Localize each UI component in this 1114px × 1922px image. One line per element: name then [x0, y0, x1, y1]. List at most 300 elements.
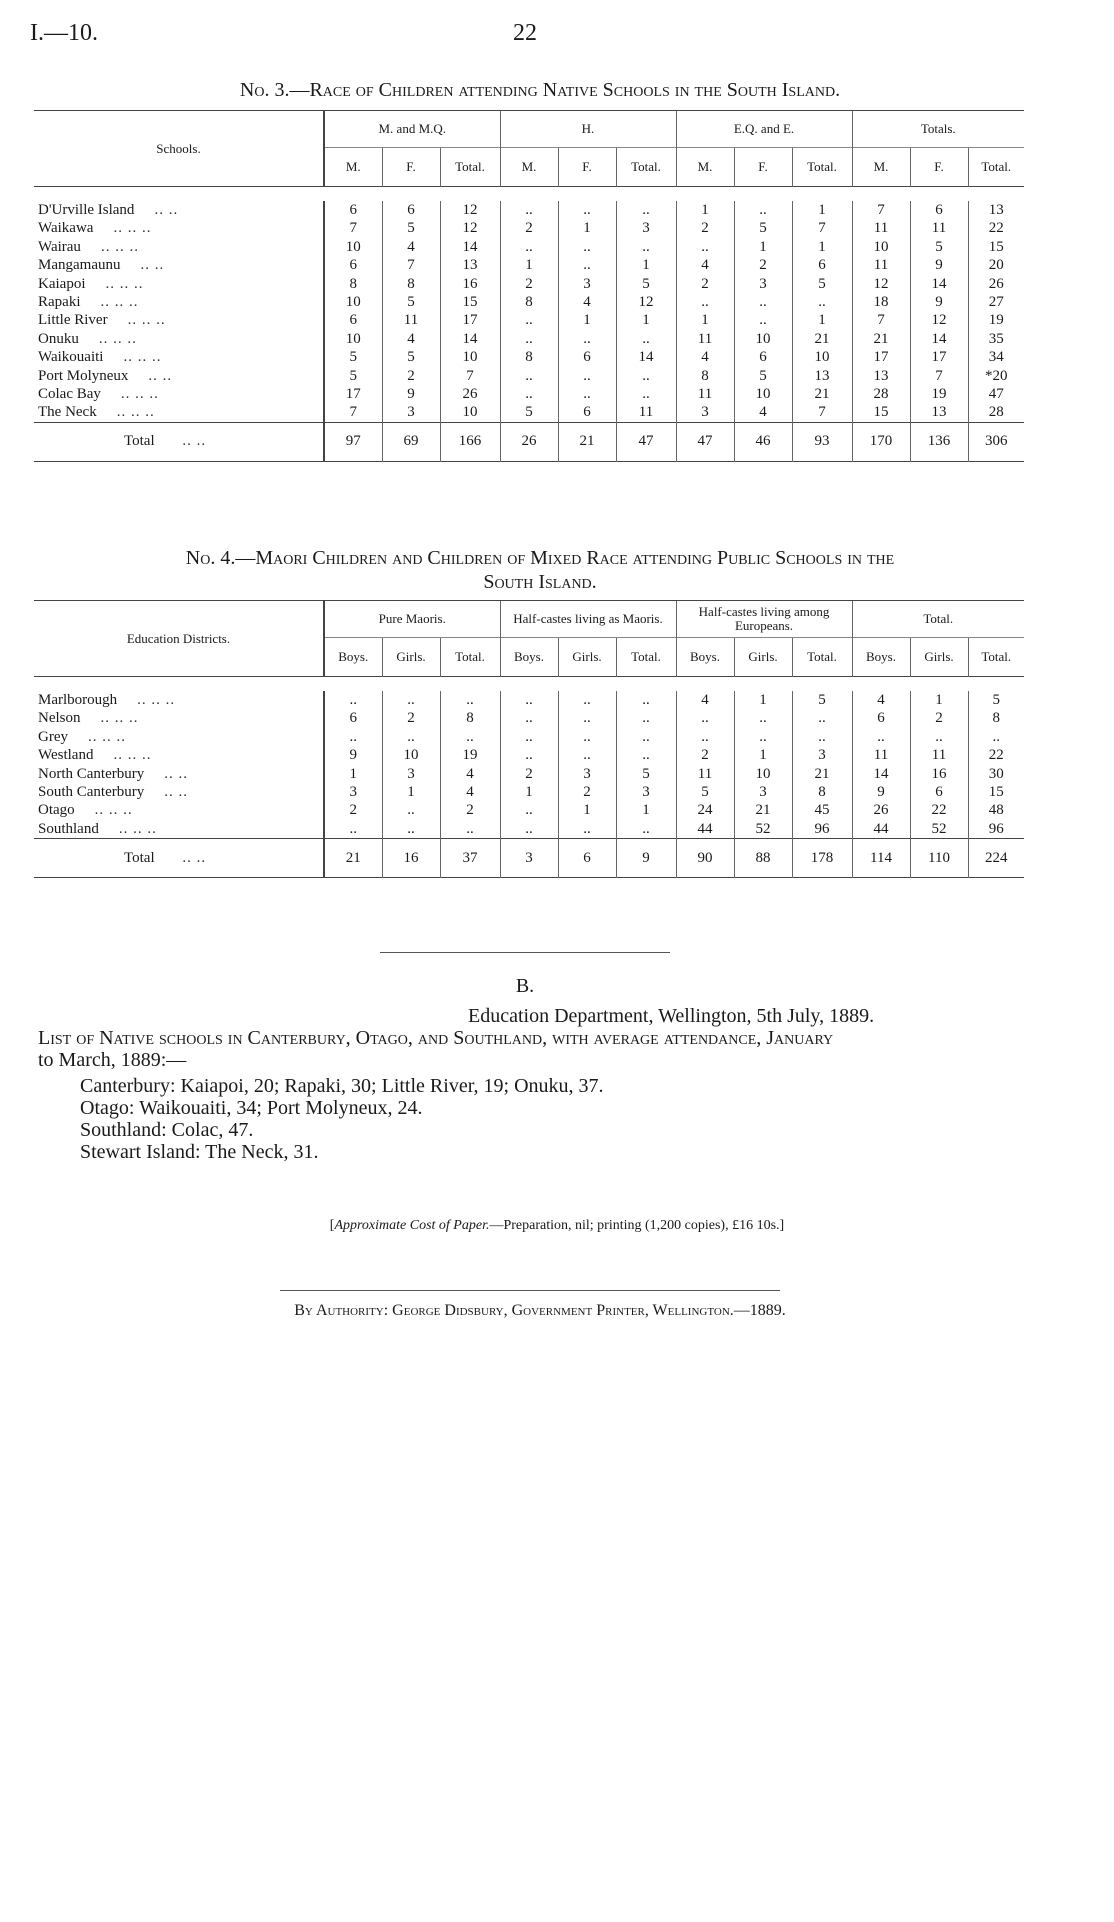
- table3-cell: 14: [440, 238, 500, 256]
- table4-total-cell: 6: [558, 839, 616, 878]
- table3-cell: 13: [968, 201, 1024, 219]
- table3-row: [34, 348, 1024, 366]
- table4-cell: ..: [440, 691, 500, 709]
- table3-cell: 5: [500, 403, 558, 422]
- table4-cell: ..: [852, 728, 910, 746]
- table3-cell: 17: [910, 348, 968, 366]
- table4-cell: ..: [676, 728, 734, 746]
- table3-row-label-cell: [34, 219, 324, 237]
- table4-subhead: Girls.: [382, 638, 440, 677]
- table4-cell: 3: [324, 783, 382, 801]
- table3-body: [34, 201, 1024, 422]
- table3-cell: 34: [968, 348, 1024, 366]
- table3-cell: 8: [500, 293, 558, 311]
- table4-row-label-cell: [34, 728, 324, 746]
- section-b-letter: B.: [515, 975, 535, 997]
- table4-row-name: South Canterbury: [38, 784, 145, 801]
- table4-cell: 44: [852, 820, 910, 839]
- table4-cell: ..: [558, 820, 616, 839]
- table4-cell: 5: [616, 765, 676, 783]
- table4-row: [34, 765, 1024, 783]
- table4-cell: 6: [910, 783, 968, 801]
- table4-subhead: Total.: [440, 638, 500, 677]
- table3-cell: 11: [910, 219, 968, 237]
- table3-cell: 8: [676, 367, 734, 385]
- table3-total-row: [34, 422, 1024, 461]
- table4-cell: 1: [500, 783, 558, 801]
- table4-cell: 52: [734, 820, 792, 839]
- table3-row-name: The Neck: [38, 404, 97, 421]
- table4-row: [34, 709, 1024, 727]
- table4-cell: 9: [324, 746, 382, 764]
- table4-subhead: Boys.: [500, 638, 558, 677]
- table4-title: [40, 546, 1040, 594]
- table3-cell: 8: [500, 348, 558, 366]
- table3-cell: ..: [558, 256, 616, 274]
- table4-cell: 22: [968, 746, 1024, 764]
- table3-cell: ..: [616, 367, 676, 385]
- table3-total-cell: 26: [500, 422, 558, 461]
- table4-subhead: Girls.: [734, 638, 792, 677]
- table4-cell: 21: [734, 801, 792, 819]
- table3-cell: 20: [968, 256, 1024, 274]
- table3-total-label-cell: [34, 422, 324, 461]
- table3-cell: 17: [324, 385, 382, 403]
- table3-cell: 1: [676, 201, 734, 219]
- table3-cell: 6: [910, 201, 968, 219]
- table3-row-name: Kaiapoi: [38, 275, 86, 292]
- table3-cell: ..: [500, 385, 558, 403]
- table4-cell: ..: [910, 728, 968, 746]
- table3-cell: 14: [440, 330, 500, 348]
- table4-total-label-cell: [34, 839, 324, 878]
- table3-total-cell: 69: [382, 422, 440, 461]
- table3-row-name: Mangamaunu: [38, 257, 121, 274]
- table4-cell: ..: [616, 820, 676, 839]
- table3-row-name: Waikawa: [38, 220, 94, 237]
- table3-cell: 4: [558, 293, 616, 311]
- table4-cell: ..: [558, 728, 616, 746]
- table4-cell: ..: [734, 728, 792, 746]
- table4-row-label-cell: [34, 746, 324, 764]
- leader-dots: .. .. ..: [113, 747, 152, 764]
- table3-row-label-cell: [34, 238, 324, 256]
- table4-cell: ..: [324, 820, 382, 839]
- table3-subhead: Total.: [616, 148, 676, 187]
- table3-cell: 1: [792, 311, 852, 329]
- table3-cell: 11: [676, 385, 734, 403]
- table4-row: [34, 746, 1024, 764]
- table3-cell: 7: [440, 367, 500, 385]
- table3-cell: 9: [910, 256, 968, 274]
- table4-row-label-cell: [34, 801, 324, 819]
- section-divider: [380, 952, 670, 953]
- page-number: 22: [513, 20, 537, 46]
- leader-dots: .. ..: [164, 765, 188, 782]
- table3-cell: 8: [324, 275, 382, 293]
- table3-row: [34, 403, 1024, 422]
- table3-cell: 22: [968, 219, 1024, 237]
- table3-cell: ..: [500, 238, 558, 256]
- table3-row-name: Waikouaiti: [38, 349, 104, 366]
- table3-title: [40, 78, 1040, 102]
- table4-subhead: Girls.: [910, 638, 968, 677]
- table4-cell: 26: [852, 801, 910, 819]
- table3-total-cell: 170: [852, 422, 910, 461]
- table4-total-row: [34, 839, 1024, 878]
- table3-cell: 10: [852, 238, 910, 256]
- table3-cell: ..: [676, 238, 734, 256]
- table4-cell: 96: [792, 820, 852, 839]
- table4-cell: 3: [792, 746, 852, 764]
- table3: [34, 110, 1024, 462]
- table4-cell: ..: [734, 709, 792, 727]
- table3-total-cell: 47: [616, 422, 676, 461]
- table4-cell: ..: [558, 709, 616, 727]
- table4-total-cell: 90: [676, 839, 734, 878]
- table4-row: [34, 783, 1024, 801]
- leader-dots: .. .. ..: [113, 220, 152, 237]
- leader-dots: .. .. ..: [127, 312, 166, 329]
- table4-cell: 3: [616, 783, 676, 801]
- table3-row: [34, 219, 1024, 237]
- table3-cell: 10: [440, 348, 500, 366]
- table3-cell: 7: [324, 403, 382, 422]
- table3-cell: ..: [558, 238, 616, 256]
- table3-row-name: D'Urville Island: [38, 202, 135, 218]
- table4-group-head: Pure Maoris.: [324, 601, 500, 638]
- table3-cell: 18: [852, 293, 910, 311]
- table3-total-cell: 47: [676, 422, 734, 461]
- table3-row-label-cell: [34, 330, 324, 348]
- table3-cell: 16: [440, 275, 500, 293]
- table3-cell: 1: [500, 256, 558, 274]
- table3-cell: 10: [324, 238, 382, 256]
- table3-cell: 4: [676, 256, 734, 274]
- table4-cell: 11: [852, 746, 910, 764]
- table3-cell: 15: [968, 238, 1024, 256]
- table4-cell: 21: [792, 765, 852, 783]
- table4-subhead: Boys.: [676, 638, 734, 677]
- table4-title-line2: South Island.: [483, 571, 597, 593]
- table4-cell: ..: [324, 728, 382, 746]
- table4-cell: 1: [734, 746, 792, 764]
- table3-row-header: Schools.: [156, 140, 201, 156]
- table3-cell: 5: [792, 275, 852, 293]
- table3-cell: ..: [558, 201, 616, 219]
- table3-total-label: Total: [124, 433, 155, 450]
- table3-cell: 5: [324, 348, 382, 366]
- table3-cell: 3: [558, 275, 616, 293]
- table3-row-label-cell: [34, 385, 324, 403]
- table4-total-cell: 114: [852, 839, 910, 878]
- table4-cell: ..: [792, 728, 852, 746]
- table4-subhead: Total.: [968, 638, 1024, 677]
- table3-cell: ..: [558, 385, 616, 403]
- table3-cell: 7: [324, 219, 382, 237]
- table4-cell: ..: [558, 691, 616, 709]
- table3-row-name: Port Molyneux: [38, 367, 129, 384]
- table4-cell: 1: [734, 691, 792, 709]
- table4-cell: 30: [968, 765, 1024, 783]
- table3-cell: 12: [852, 275, 910, 293]
- table3-total-cell: 46: [734, 422, 792, 461]
- section-b-dateline: Education Department, Wellington, 5th July, 1889.: [468, 1005, 875, 1027]
- leader-dots: .. .. ..: [88, 728, 126, 745]
- section-b-intro-line1: [38, 1027, 833, 1049]
- table3-subhead: F.: [734, 148, 792, 187]
- table3-cell: ..: [734, 311, 792, 329]
- table3-cell: 35: [968, 330, 1024, 348]
- table3-cell: 4: [382, 238, 440, 256]
- table3-cell: 12: [910, 311, 968, 329]
- table4-cell: ..: [500, 801, 558, 819]
- table3-cell: ..: [500, 201, 558, 219]
- table4-cell: ..: [500, 820, 558, 839]
- table4-group-head: Half-castes living as Maoris.: [500, 601, 676, 638]
- table3-cell: 28: [852, 385, 910, 403]
- table3-cell: 17: [852, 348, 910, 366]
- table3-cell: 1: [616, 256, 676, 274]
- table3-cell: 1: [558, 219, 616, 237]
- table4-row-name: North Canterbury: [38, 765, 145, 782]
- table3-group-head: Totals.: [852, 111, 1024, 148]
- table4-row: [34, 691, 1024, 709]
- cost-label: Approximate Cost of Paper.: [334, 1218, 490, 1233]
- table3-subhead: M.: [676, 148, 734, 187]
- table3-cell: 5: [382, 219, 440, 237]
- table3-cell: 11: [616, 403, 676, 422]
- table4-subhead: Girls.: [558, 638, 616, 677]
- table3-subhead: Total.: [440, 148, 500, 187]
- leader-dots: .. ..: [164, 784, 188, 801]
- leader-dots: .. .. ..: [120, 386, 159, 403]
- table4-cell: 1: [324, 765, 382, 783]
- table4-total-cell: 9: [616, 839, 676, 878]
- table4-cell: 6: [852, 709, 910, 727]
- table3-row: [34, 330, 1024, 348]
- table3-cell: 7: [792, 403, 852, 422]
- report-code: I.—10.: [30, 20, 98, 46]
- table3-cell: 2: [676, 219, 734, 237]
- table4-cell: 15: [968, 783, 1024, 801]
- table3-cell: 9: [910, 293, 968, 311]
- table4-cell: 45: [792, 801, 852, 819]
- table3-cell: 7: [852, 201, 910, 219]
- section-b-list-item: Stewart Island: The Neck, 31.: [80, 1141, 319, 1163]
- table3-row: [34, 311, 1024, 329]
- table3-cell: 14: [910, 275, 968, 293]
- table3-row-label-cell: [34, 311, 324, 329]
- table4-cell: 2: [324, 801, 382, 819]
- cost-of-paper: [0, 1218, 1114, 1234]
- table3-subhead: F.: [558, 148, 616, 187]
- table4-total-cell: 16: [382, 839, 440, 878]
- table3-cell: 10: [440, 403, 500, 422]
- table4: [34, 600, 1024, 878]
- table3-group-head: H.: [500, 111, 676, 148]
- table3-cell: 19: [968, 311, 1024, 329]
- table3-cell: 15: [440, 293, 500, 311]
- table3-cell: 7: [792, 219, 852, 237]
- table3-subhead: F.: [910, 148, 968, 187]
- table3-cell: 2: [676, 275, 734, 293]
- table3-cell: 6: [792, 256, 852, 274]
- table4-row-label-cell: [34, 765, 324, 783]
- table4-total-cell: 178: [792, 839, 852, 878]
- table4-cell: 4: [852, 691, 910, 709]
- table3-cell: 5: [324, 367, 382, 385]
- table3-cell: 12: [440, 201, 500, 219]
- table4-cell: 9: [852, 783, 910, 801]
- table4-row-name: Marlborough: [38, 692, 118, 708]
- table4-cell: 19: [440, 746, 500, 764]
- section-b-list-item: Otago: Waikouaiti, 34; Port Molyneux, 24.: [80, 1097, 423, 1119]
- table3-cell: 10: [324, 293, 382, 311]
- cost-close-bracket: ]: [779, 1218, 785, 1233]
- table3-total-cell: 93: [792, 422, 852, 461]
- table3-cell: ..: [734, 293, 792, 311]
- table3-cell: 19: [910, 385, 968, 403]
- table4-cell: 24: [676, 801, 734, 819]
- table3-cell: 1: [792, 238, 852, 256]
- table4-row-name: Southland: [38, 820, 99, 837]
- leader-dots: .. .. ..: [94, 802, 133, 819]
- table4-cell: 2: [558, 783, 616, 801]
- table3-cell: 5: [910, 238, 968, 256]
- leader-dots: .. .. ..: [100, 710, 139, 727]
- table3-row: [34, 256, 1024, 274]
- table3-cell: 3: [734, 275, 792, 293]
- section-b-list-item: Southland: Colac, 47.: [80, 1119, 254, 1141]
- table4-cell: 2: [382, 709, 440, 727]
- table3-cell: ..: [616, 330, 676, 348]
- table3-subhead: M.: [324, 148, 382, 187]
- table4-row-label-cell: [34, 820, 324, 839]
- table4-cell: ..: [676, 709, 734, 727]
- table4-cell: 4: [676, 691, 734, 709]
- table4-cell: 3: [734, 783, 792, 801]
- printer-authority: [0, 1302, 1080, 1320]
- table3-cell: 7: [910, 367, 968, 385]
- table3-row: [34, 367, 1024, 385]
- table3-cell: ..: [500, 330, 558, 348]
- table3-cell: 21: [792, 385, 852, 403]
- table3-cell: 12: [616, 293, 676, 311]
- table4-row-name: Westland: [38, 747, 94, 764]
- table4-cell: 8: [440, 709, 500, 727]
- table4-cell: 6: [324, 709, 382, 727]
- table4-cell: 10: [382, 746, 440, 764]
- table3-row-label-cell: [34, 367, 324, 385]
- table3-row-label-cell: [34, 256, 324, 274]
- leader-dots: .. ..: [182, 433, 207, 450]
- table4-row-name: Otago: [38, 802, 75, 819]
- table3-row: [34, 238, 1024, 256]
- table3-cell: 3: [676, 403, 734, 422]
- leader-dots: .. .. ..: [98, 330, 137, 347]
- table3-row-label-cell: [34, 403, 324, 422]
- table4-row-label-cell: [34, 709, 324, 727]
- table4-subhead: Total.: [792, 638, 852, 677]
- table3-cell: 26: [440, 385, 500, 403]
- table3-row: [34, 385, 1024, 403]
- table3-cell: ..: [558, 367, 616, 385]
- table4-total-label: Total: [124, 849, 155, 866]
- table3-cell: 5: [616, 275, 676, 293]
- table4-cell: 2: [440, 801, 500, 819]
- table3-cell: 26: [968, 275, 1024, 293]
- table4-subhead: Boys.: [852, 638, 910, 677]
- table4-cell: ..: [616, 728, 676, 746]
- table3-cell: 6: [324, 201, 382, 219]
- table4-cell: 1: [558, 801, 616, 819]
- table3-total-cell: 97: [324, 422, 382, 461]
- table4-cell: 14: [852, 765, 910, 783]
- printer-authority-text: By Authority: George Didsbury, Government Printer, Wellington.—1889.: [294, 1302, 786, 1319]
- table3-cell: 47: [968, 385, 1024, 403]
- table3-cell: 7: [852, 311, 910, 329]
- table4-row: [34, 728, 1024, 746]
- table3-cell: 13: [792, 367, 852, 385]
- leader-dots: .. .. ..: [118, 820, 157, 837]
- table4-cell: 1: [382, 783, 440, 801]
- table3-cell: ..: [734, 201, 792, 219]
- table4-total-cell: 3: [500, 839, 558, 878]
- table3-row-label-cell: [34, 293, 324, 311]
- leader-dots: .. .. ..: [116, 404, 155, 421]
- table3-cell: ..: [616, 385, 676, 403]
- table4-cell: ..: [558, 746, 616, 764]
- table3-cell: 11: [852, 256, 910, 274]
- table3-cell: 5: [734, 367, 792, 385]
- table3-cell: 14: [910, 330, 968, 348]
- table3-row-name: Colac Bay: [38, 386, 101, 403]
- table3-row-label-cell: [34, 201, 324, 219]
- table3-title-text: No. 3.—Race of Children attending Native Schools in the South Island.: [239, 79, 841, 101]
- table4-cell: ..: [500, 728, 558, 746]
- table3-row-name: Wairau: [38, 238, 81, 255]
- table4-cell: ..: [500, 746, 558, 764]
- table3-row-name: Little River: [38, 312, 108, 329]
- table3-cell: 4: [676, 348, 734, 366]
- table4-total-cell: 21: [324, 839, 382, 878]
- table3-cell: ..: [616, 201, 676, 219]
- table3-cell: 11: [382, 311, 440, 329]
- table4-subhead: Boys.: [324, 638, 382, 677]
- table4-cell: ..: [792, 709, 852, 727]
- table4-total-cell: 88: [734, 839, 792, 878]
- table3-row-name: Onuku: [38, 330, 79, 347]
- table4-cell: ..: [616, 709, 676, 727]
- table4-cell: ..: [500, 691, 558, 709]
- table3-cell: 10: [792, 348, 852, 366]
- table3-subhead: M.: [852, 148, 910, 187]
- table3-group-head: M. and M.Q.: [324, 111, 500, 148]
- table3-cell: 11: [676, 330, 734, 348]
- table3-cell: *20: [968, 367, 1024, 385]
- table3-cell: 4: [382, 330, 440, 348]
- table3-row-label-cell: [34, 275, 324, 293]
- table3-cell: ..: [500, 311, 558, 329]
- table3-cell: 14: [616, 348, 676, 366]
- table4-cell: 96: [968, 820, 1024, 839]
- table4-cell: 8: [792, 783, 852, 801]
- table4-cell: ..: [616, 746, 676, 764]
- table3-cell: 2: [500, 275, 558, 293]
- table3-total-cell: 21: [558, 422, 616, 461]
- table3-subhead: Total.: [968, 148, 1024, 187]
